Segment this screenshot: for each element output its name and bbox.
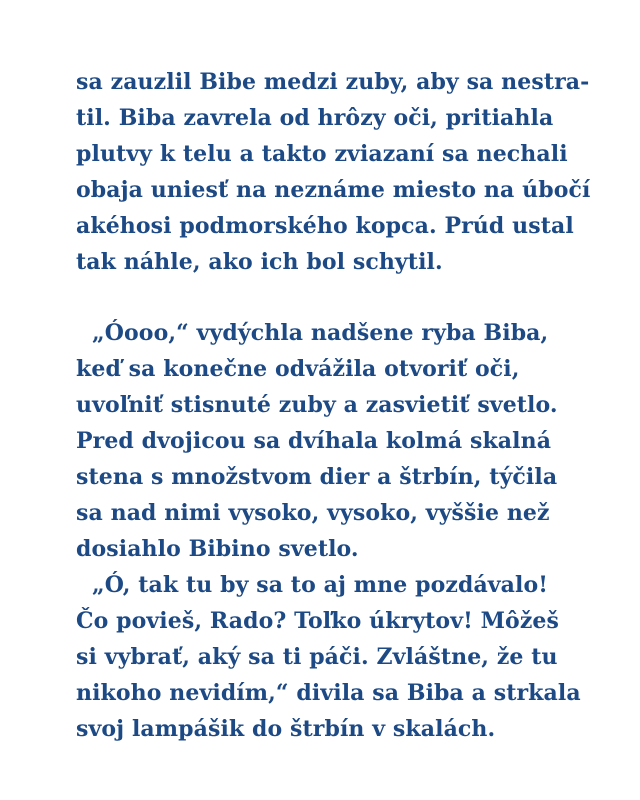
text-line: keď sa konečne odvážila otvoriť oči, (76, 356, 520, 382)
text-line: Čo povieš, Rado? Toľko úkrytov! Môžeš (76, 608, 559, 634)
text-line: plutvy k telu a takto zviazaní sa nechali (76, 141, 568, 167)
text-line: obaja uniesť na neznáme miesto na úbočí (76, 177, 591, 203)
text-line: dosiahlo Bibino svetlo. (76, 536, 359, 562)
text-line: „Óooo,“ vydýchla nadšene ryba Biba, (92, 320, 549, 346)
text-line: stena s množstvom dier a štrbín, týčila (76, 464, 558, 490)
text-line: „Ó, tak tu by sa to aj mne pozdávalo! (92, 572, 549, 598)
text-line: akéhosi podmorského kopca. Prúd ustal (76, 213, 574, 239)
text-line: tak náhle, ako ich bol schytil. (76, 249, 443, 275)
text-line: Pred dvojicou sa dvíhala kolmá skalná (76, 428, 552, 454)
text-line: svoj lampášik do štrbín v skalách. (76, 716, 496, 742)
text-line: nikoho nevidím,“ divila sa Biba a strkala (76, 680, 581, 706)
text-line: sa nad nimi vysoko, vysoko, vyššie než (76, 500, 550, 526)
text-line: si vybrať, aký sa ti páči. Zvláštne, že tu (76, 644, 558, 670)
text-line: uvoľniť stisnuté zuby a zasvietiť svetlo. (76, 392, 558, 418)
text-line: sa zauzlil Bibe medzi zuby, aby sa nestra- (76, 69, 590, 95)
text-line: til. Biba zavrela od hrôzy oči, pritiahla (76, 105, 554, 131)
